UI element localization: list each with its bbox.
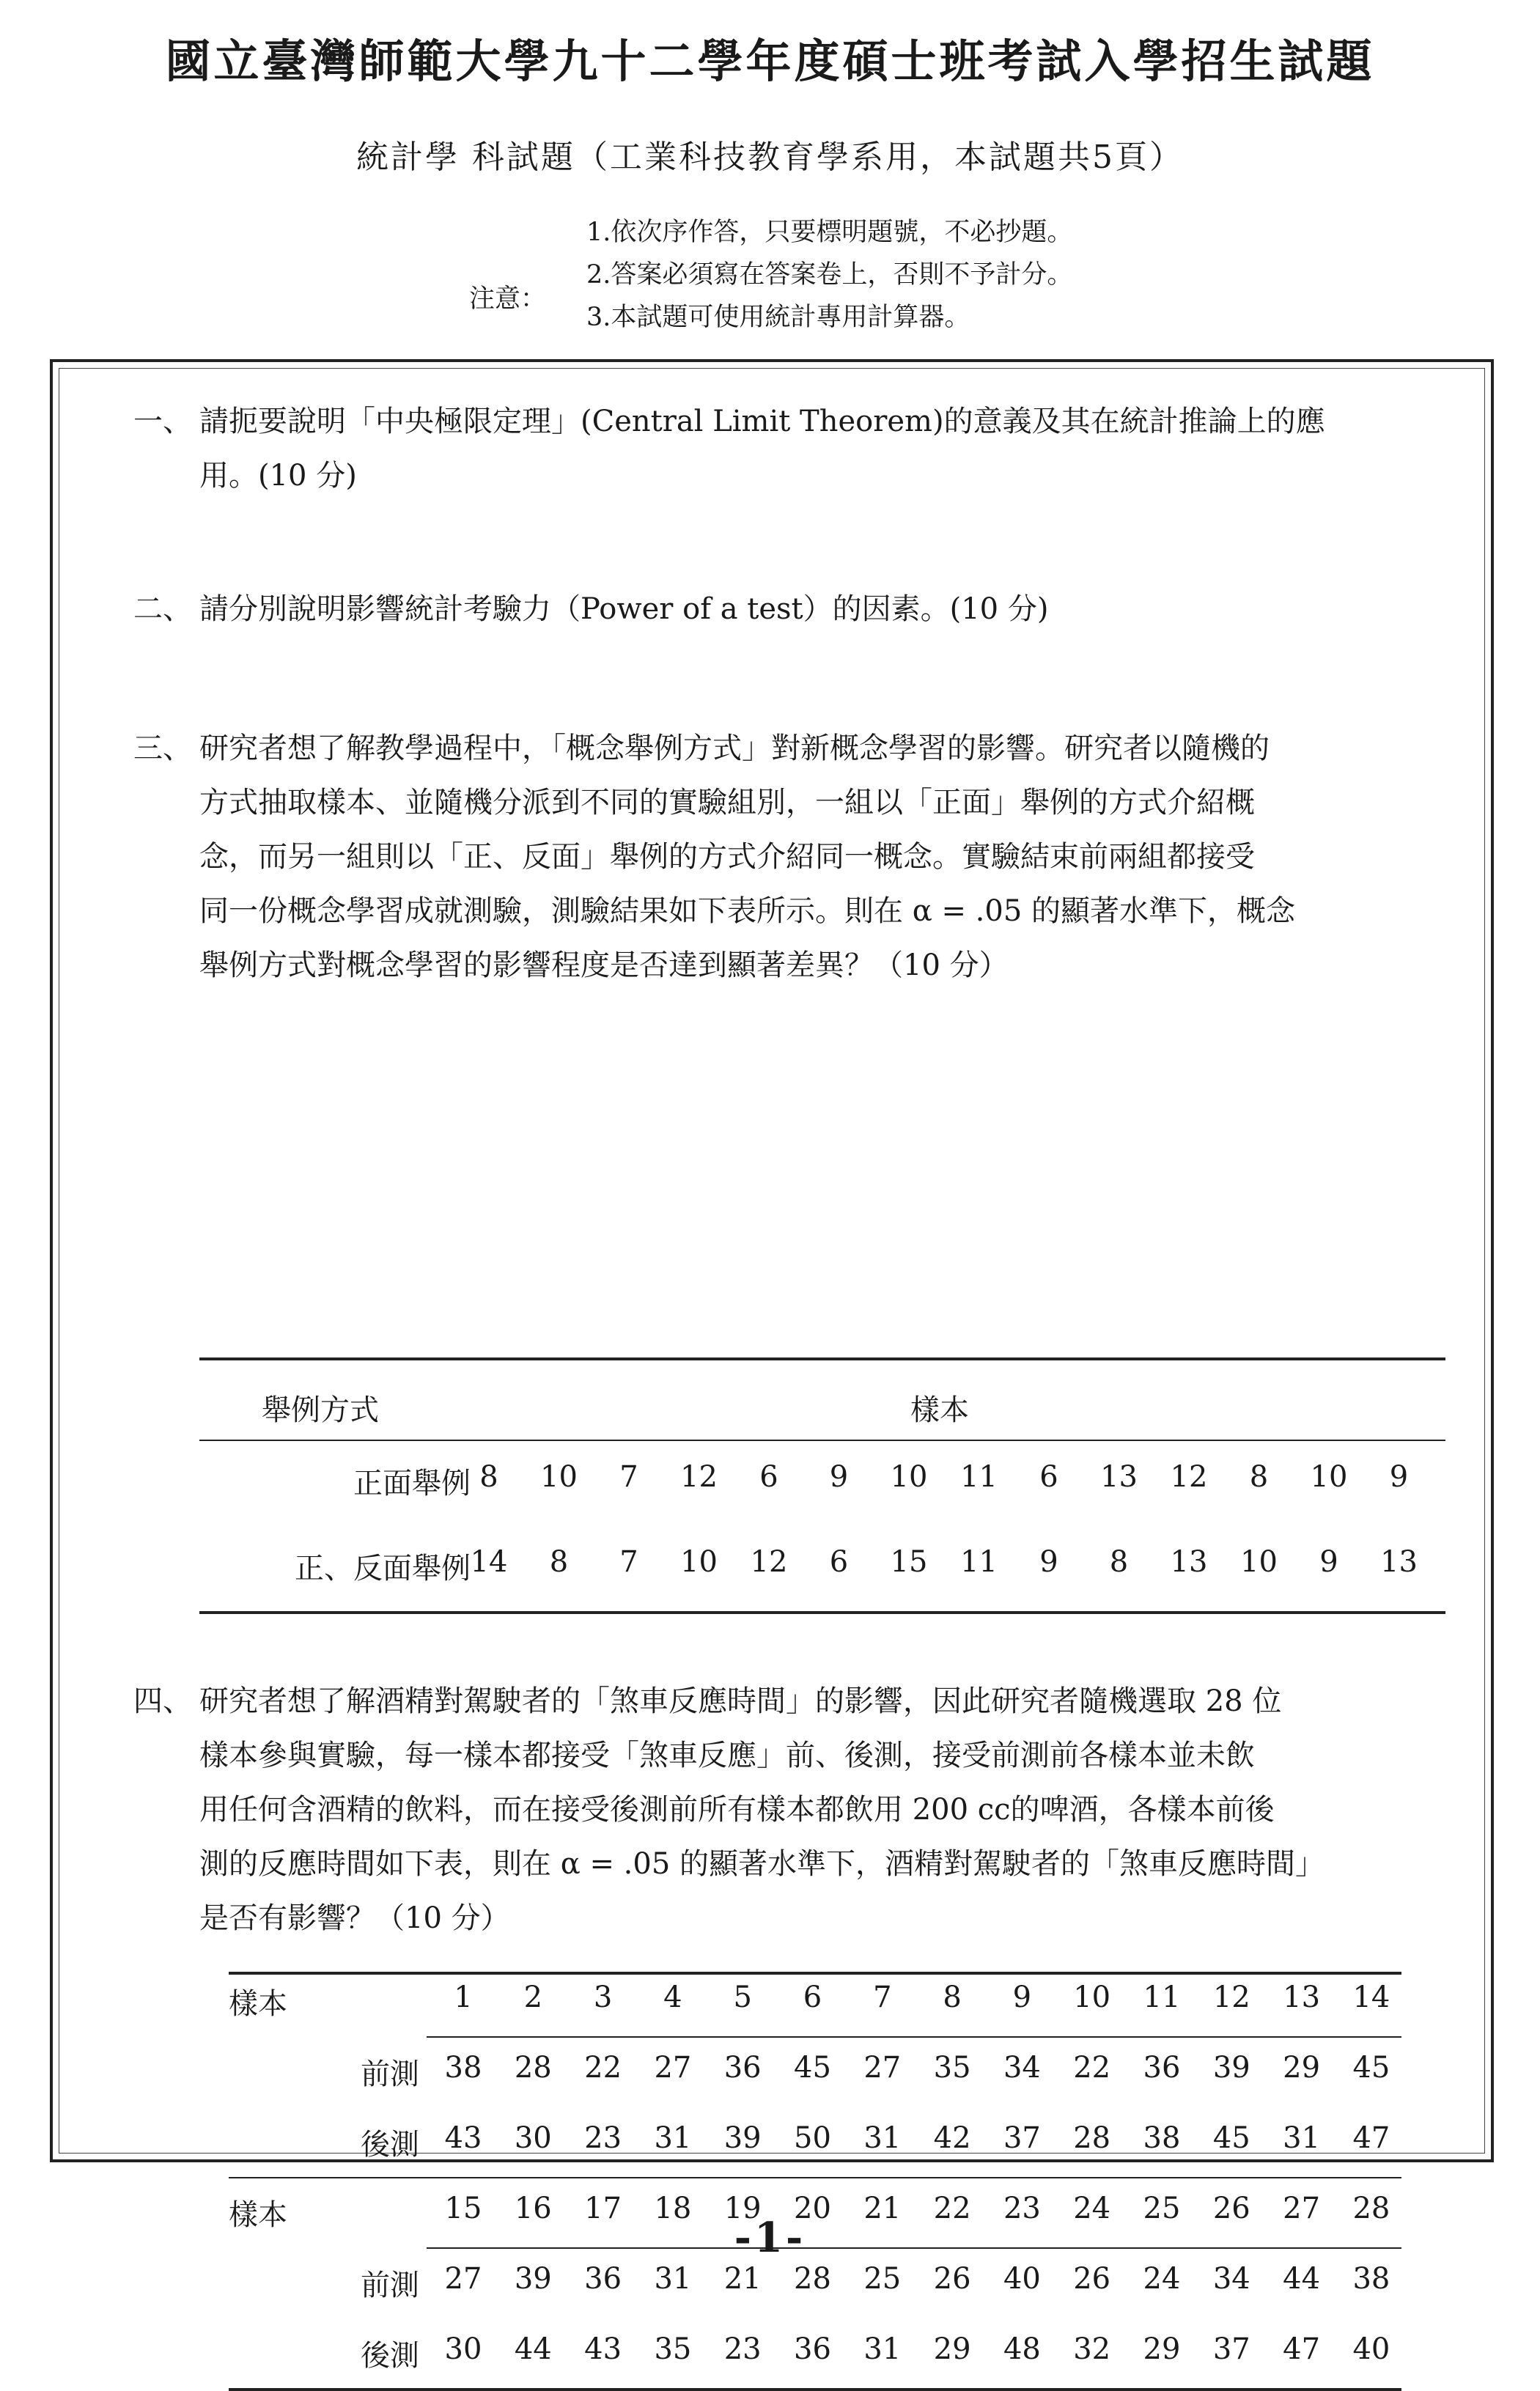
question-line: 用任何含酒精的飲料，而在接受後測前所有樣本都飲用 200 cc的啤酒，各樣本前後 xyxy=(199,1793,1275,1827)
table-cell: 7 xyxy=(873,1981,892,2014)
table-cell: 8 xyxy=(549,1545,569,1579)
table-cell: 39 xyxy=(514,2262,552,2296)
table-cell: 13 xyxy=(1170,1545,1208,1579)
table-cell: 45 xyxy=(794,2051,831,2085)
table-row-label: 後測 xyxy=(361,2339,419,2373)
question-line: 研究者想了解酒精對駕駛者的「煞車反應時間」的影響，因此研究者隨機選取 28 位 xyxy=(199,1684,1282,1718)
table-cell: 13 xyxy=(1100,1460,1138,1494)
table-cell: 27 xyxy=(654,2051,692,2085)
table-cell: 26 xyxy=(1212,2192,1250,2225)
page-title: 國立臺灣師範大學九十二學年度碩士班考試入學招生試題 xyxy=(165,34,1375,88)
table-cell: 25 xyxy=(863,2262,902,2296)
table-cell: 19 xyxy=(723,2192,762,2225)
table-cell: 34 xyxy=(1003,2051,1041,2085)
table-cell: 27 xyxy=(863,2051,902,2085)
question-frame xyxy=(50,359,1494,2373)
table-rule xyxy=(229,2177,1401,2178)
table-header-method: 舉例方式 xyxy=(262,1393,379,1427)
notes-label: 注意： xyxy=(469,284,547,314)
exam-subtitle: 統計學 科試題（工業科技教育學系用，本試題共5頁） xyxy=(356,139,1184,176)
table-cell: 50 xyxy=(794,2121,831,2155)
table-cell: 8 xyxy=(479,1460,498,1494)
table-cell: 40 xyxy=(1352,2332,1390,2366)
table-cell: 12 xyxy=(750,1545,788,1579)
table-header-sample: 樣本 xyxy=(910,1393,969,1427)
table-cell: 37 xyxy=(1212,2332,1250,2366)
notes-list xyxy=(586,211,1393,339)
table-cell: 36 xyxy=(723,2051,762,2085)
table-rule xyxy=(199,1440,1445,1441)
table-cell: 7 xyxy=(619,1545,638,1579)
table-cell: 15 xyxy=(890,1545,928,1579)
table-cell: 23 xyxy=(723,2332,762,2366)
table-cell: 12 xyxy=(1212,1981,1250,2014)
table-cell: 9 xyxy=(1319,1545,1338,1579)
table-cell: 3 xyxy=(593,1981,613,2014)
table-cell: 38 xyxy=(1352,2262,1390,2296)
table-cell: 23 xyxy=(584,2121,622,2155)
question-number: 四、 xyxy=(133,1684,192,1718)
question-line: 用。(10 分) xyxy=(199,459,357,493)
table-cell: 31 xyxy=(863,2121,902,2155)
table-cell: 9 xyxy=(1012,1981,1032,2014)
table-cell: 18 xyxy=(654,2192,692,2225)
table-cell: 22 xyxy=(933,2192,971,2225)
table-cell: 27 xyxy=(444,2262,482,2296)
table-cell: 38 xyxy=(1143,2121,1181,2155)
table-cell: 10 xyxy=(1240,1545,1278,1579)
table-cell: 39 xyxy=(723,2121,762,2155)
table-cell: 39 xyxy=(1212,2051,1250,2085)
note-item: 2.答案必須寫在答案卷上，否則不予計分。 xyxy=(586,260,1073,290)
table-cell: 44 xyxy=(1283,2262,1321,2296)
table-cell: 17 xyxy=(584,2192,622,2225)
table-cell: 10 xyxy=(1310,1460,1348,1494)
table-row-label: 前測 xyxy=(361,2269,419,2302)
table-cell: 31 xyxy=(1283,2121,1321,2155)
table-rule xyxy=(427,2036,1401,2038)
question-line: 是否有影響？（10 分） xyxy=(199,1901,510,1935)
table-cell: 34 xyxy=(1212,2262,1250,2296)
table-row-label: 正面舉例 xyxy=(353,1467,471,1500)
table-cell: 6 xyxy=(759,1460,778,1494)
table-cell: 31 xyxy=(654,2121,692,2155)
table-cell: 25 xyxy=(1143,2192,1181,2225)
table-cell: 22 xyxy=(584,2051,622,2085)
table-cell: 45 xyxy=(1212,2121,1250,2155)
table-cell: 2 xyxy=(523,1981,543,2014)
table-row-label: 樣本 xyxy=(229,2198,287,2232)
question-line: 方式抽取樣本、並隨機分派到不同的實驗組別，一組以「正面」舉例的方式介紹概 xyxy=(199,786,1255,819)
table-cell: 32 xyxy=(1073,2332,1111,2366)
table-cell: 14 xyxy=(470,1545,508,1579)
table-row-label: 正、反面舉例 xyxy=(295,1552,471,1585)
table-cell: 24 xyxy=(1143,2262,1181,2296)
table-cell: 22 xyxy=(1073,2051,1111,2085)
table-cell: 36 xyxy=(794,2332,831,2366)
table-cell: 23 xyxy=(1003,2192,1041,2225)
table-rule xyxy=(229,1972,1401,1975)
table-cell: 28 xyxy=(514,2051,552,2085)
table-cell: 36 xyxy=(1143,2051,1181,2085)
table-rule xyxy=(199,1611,1445,1614)
question-number: 二、 xyxy=(133,592,192,626)
question-line: 樣本參與實驗，每一樣本都接受「煞車反應」前、後測，接受前測前各樣本並未飲 xyxy=(199,1739,1255,1772)
table-cell: 43 xyxy=(584,2332,622,2366)
table-cell: 38 xyxy=(444,2051,482,2085)
question-line: 研究者想了解教學過程中，「概念舉例方式」對新概念學習的影響。研究者以隨機的 xyxy=(199,732,1270,765)
note-item: 1.依次序作答，只要標明題號，不必抄題。 xyxy=(586,218,1073,247)
question-line: 同一份概念學習成就測驗，測驗結果如下表所示。則在 α = .05 的顯著水準下，概念 xyxy=(199,894,1295,928)
table-cell: 16 xyxy=(514,2192,552,2225)
table-cell: 9 xyxy=(1389,1460,1409,1494)
table-cell: 21 xyxy=(863,2192,902,2225)
table-cell: 4 xyxy=(663,1981,682,2014)
table-row-label: 前測 xyxy=(361,2057,419,2091)
table-cell: 6 xyxy=(803,1981,822,2014)
table-cell: 6 xyxy=(829,1545,849,1579)
table-cell: 20 xyxy=(794,2192,831,2225)
table-cell: 14 xyxy=(1352,1981,1390,2014)
table-cell: 13 xyxy=(1380,1545,1418,1579)
table-cell: 43 xyxy=(444,2121,482,2155)
table-cell: 8 xyxy=(1249,1460,1269,1494)
table-cell: 5 xyxy=(733,1981,752,2014)
question-line: 測的反應時間如下表，則在 α = .05 的顯著水準下，酒精對駕駛者的「煞車反應時間」 xyxy=(199,1847,1325,1881)
table-cell: 10 xyxy=(680,1545,718,1579)
note-item: 3.本試題可使用統計專用計算器。 xyxy=(586,303,970,332)
table-cell: 31 xyxy=(863,2332,902,2366)
table-cell: 11 xyxy=(960,1460,998,1494)
table-row-label: 後測 xyxy=(361,2128,419,2162)
table-cell: 45 xyxy=(1352,2051,1390,2085)
table-cell: 28 xyxy=(794,2262,831,2296)
table-cell: 9 xyxy=(1039,1545,1058,1579)
table-cell: 35 xyxy=(654,2332,692,2366)
table-cell: 42 xyxy=(933,2121,971,2155)
table-cell: 12 xyxy=(680,1460,718,1494)
table-cell: 8 xyxy=(1109,1545,1129,1579)
table-cell: 13 xyxy=(1283,1981,1321,2014)
table-cell: 8 xyxy=(943,1981,962,2014)
table-cell: 11 xyxy=(1143,1981,1181,2014)
table-cell: 24 xyxy=(1073,2192,1111,2225)
question-number: 三、 xyxy=(133,732,192,765)
table-cell: 29 xyxy=(1283,2051,1321,2085)
table-cell: 26 xyxy=(933,2262,971,2296)
table-cell: 35 xyxy=(933,2051,971,2085)
table-cell: 37 xyxy=(1003,2121,1041,2155)
table-cell: 30 xyxy=(514,2121,552,2155)
table-cell: 30 xyxy=(444,2332,482,2366)
table-cell: 31 xyxy=(654,2262,692,2296)
question-line: 請分別說明影響統計考驗力（Power of a test）的因素。(10 分) xyxy=(199,592,1049,626)
question-line: 念，而另一組則以「正、反面」舉例的方式介紹同一概念。實驗結束前兩組都接受 xyxy=(199,840,1255,874)
table-cell: 29 xyxy=(1143,2332,1181,2366)
table-cell: 10 xyxy=(540,1460,578,1494)
table-cell: 21 xyxy=(723,2262,762,2296)
table-rule xyxy=(229,2388,1401,2391)
table-rule xyxy=(199,1357,1445,1360)
table-cell: 7 xyxy=(619,1460,638,1494)
table-cell: 47 xyxy=(1283,2332,1321,2366)
table-cell: 15 xyxy=(444,2192,482,2225)
table-cell: 28 xyxy=(1073,2121,1111,2155)
question-line: 請扼要說明「中央極限定理」(Central Limit Theorem)的意義及其在統計推論上的應 xyxy=(199,405,1325,438)
table-row-label: 樣本 xyxy=(229,1987,287,2021)
table-cell: 10 xyxy=(1073,1981,1111,2014)
table-cell: 28 xyxy=(1352,2192,1390,2225)
table-cell: 48 xyxy=(1003,2332,1041,2366)
table-cell: 29 xyxy=(933,2332,971,2366)
table-cell: 10 xyxy=(890,1460,928,1494)
table-cell: 6 xyxy=(1039,1460,1058,1494)
table-cell: 44 xyxy=(514,2332,552,2366)
table-cell: 1 xyxy=(454,1981,473,2014)
table-cell: 47 xyxy=(1352,2121,1390,2155)
table-cell: 12 xyxy=(1170,1460,1208,1494)
table-cell: 27 xyxy=(1283,2192,1321,2225)
question-line: 舉例方式對概念學習的影響程度是否達到顯著差異？（10 分） xyxy=(199,948,1009,982)
table-cell: 11 xyxy=(960,1545,998,1579)
table-cell: 36 xyxy=(584,2262,622,2296)
table-cell: 26 xyxy=(1073,2262,1111,2296)
table-cell: 9 xyxy=(829,1460,849,1494)
question-number: 一、 xyxy=(133,405,192,438)
page-number: -1- xyxy=(734,2214,806,2262)
table-cell: 40 xyxy=(1003,2262,1041,2296)
